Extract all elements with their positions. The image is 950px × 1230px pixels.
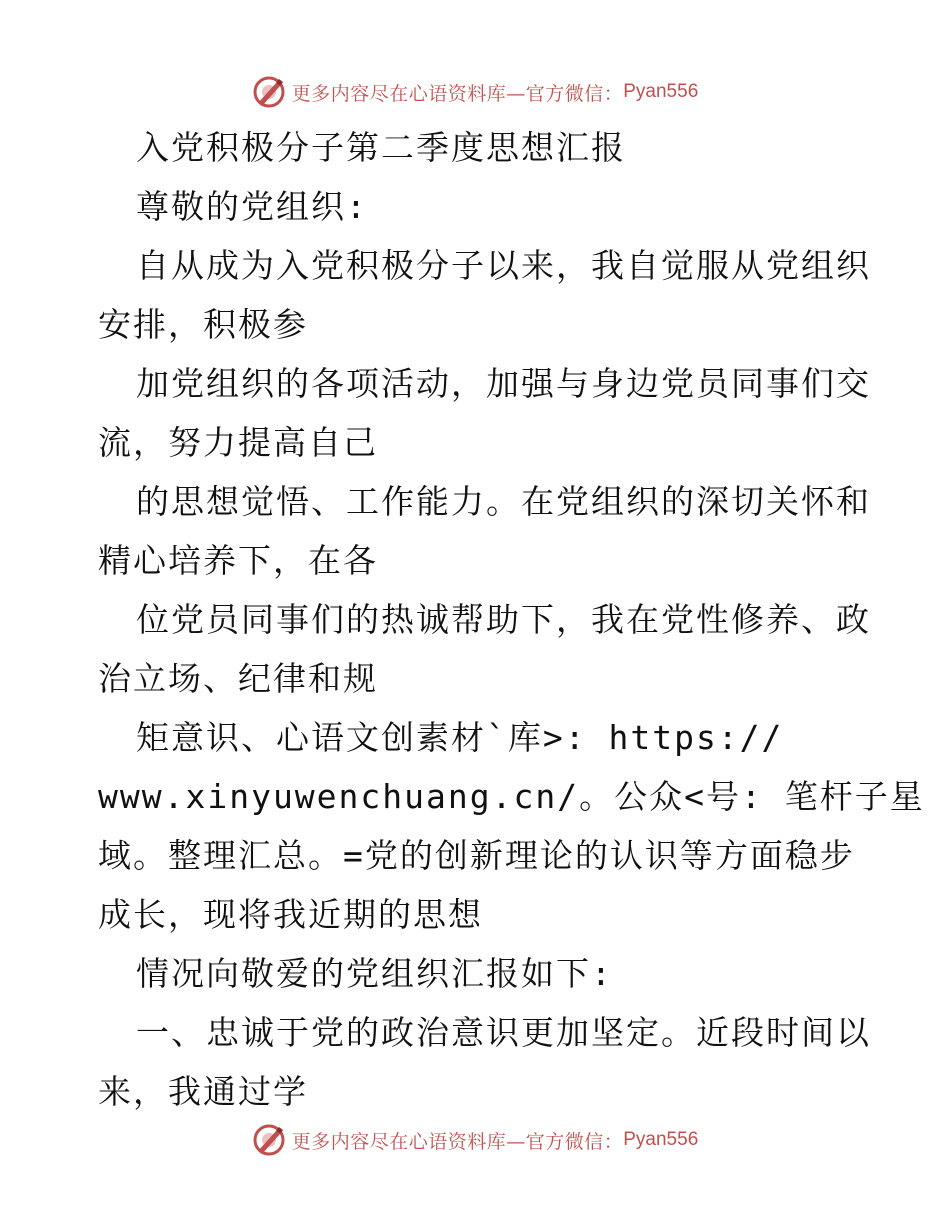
paragraph-line: 矩意识、心语文创素材`库>: https:// — [136, 718, 784, 757]
header-wechat-id: Pyan556 — [623, 81, 699, 102]
paragraph-line: 安排，积极参 — [98, 305, 308, 344]
footer-banner-text: 更多内容尽在心语资料库—官方微信： — [291, 1130, 624, 1153]
footer-watermark-banner — [0, 1120, 950, 1160]
header-watermark-banner — [0, 72, 950, 112]
paragraph-line: 一、忠诚于党的政治意识更加坚定。近段时间以 — [136, 1013, 871, 1052]
document-salutation: 尊敬的党组织: — [136, 187, 368, 226]
paragraph-line: 成长，现将我近期的思想 — [98, 895, 483, 934]
paragraph-line: 自从成为入党积极分子以来，我自觉服从党组织 — [136, 246, 871, 285]
paragraph-line: 来，我通过学 — [98, 1072, 308, 1111]
paragraph-line: 加党组织的各项活动，加强与身边党员同事们交 — [136, 364, 871, 403]
footer-wechat-id: Pyan556 — [623, 1129, 699, 1150]
brush-logo-icon — [252, 1123, 286, 1157]
paragraph-line: 位党员同事们的热诚帮助下，我在党性修养、政 — [136, 600, 871, 639]
brush-logo-icon — [252, 75, 286, 109]
header-banner-text: 更多内容尽在心语资料库—官方微信： — [291, 82, 624, 105]
document-title: 入党积极分子第二季度思想汇报 — [136, 128, 626, 167]
paragraph-line: www.xinyuwenchuang.cn/。公众<号: 笔杆子星 — [98, 777, 925, 816]
paragraph-line: 域。整理汇总。=党的创新理论的认识等方面稳步 — [98, 836, 855, 875]
paragraph-line: 情况向敬爱的党组织汇报如下: — [136, 954, 613, 993]
paragraph-line: 精心培养下，在各 — [98, 541, 378, 580]
paragraph-line: 治立场、纪律和规 — [98, 659, 378, 698]
paragraph-line: 流，努力提高自己 — [98, 423, 378, 462]
document-body — [98, 118, 925, 1121]
paragraph-line: 的思想觉悟、工作能力。在党组织的深切关怀和 — [136, 482, 871, 521]
